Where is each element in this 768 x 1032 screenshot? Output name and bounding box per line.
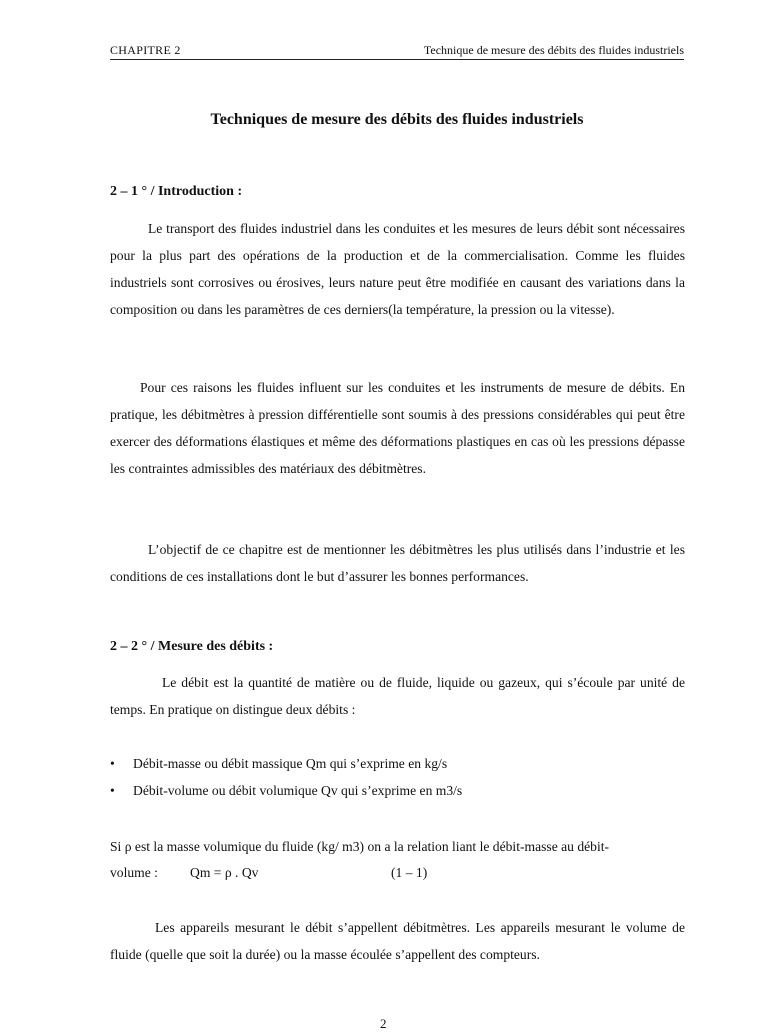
debit-bullet-list	[110, 753, 685, 807]
section-heading-mesure: 2 – 2 ° / Mesure des débits :	[110, 639, 274, 654]
bullet-icon: •	[110, 756, 115, 771]
list-item-text: Débit-masse ou débit massique Qm qui s’exprime en kg/s	[133, 756, 448, 771]
running-header	[110, 43, 684, 60]
formula: Qm = ρ . Qv	[190, 865, 259, 880]
page-number: 2	[380, 1016, 387, 1031]
formula-number: (1 – 1)	[391, 865, 428, 880]
running-title: Technique de mesure des débits des fluides industriels	[423, 43, 684, 57]
page-title: Techniques de mesure des débits des fluides industriels	[210, 111, 584, 128]
list-item-text: Débit-volume ou débit volumique Qv qui s’exprime en m3/s	[133, 783, 463, 798]
formula-line	[110, 862, 685, 884]
list-item	[110, 780, 685, 807]
mesure-paragraph-1: Le débit est la quantité de matière ou de fluide, liquide ou gazeux, qui s’écoule par unité de temps. En pratique on distingue deux débits :	[110, 675, 685, 717]
intro-paragraph-3: L’objectif de ce chapitre est de mentionner les débitmètres les plus utilisés dans l’industrie et les conditions de ces installations dont le but d’assurer les bonnes performances.	[110, 542, 685, 584]
list-item	[110, 753, 685, 780]
mesure-paragraph-2: Si ρ est la masse volumique du fluide (kg/ m3) on a la relation liant le débit-masse au débit-	[110, 839, 610, 854]
formula-lead: volume :	[110, 865, 158, 880]
section-heading-introduction: 2 – 1 ° / Introduction :	[110, 184, 243, 199]
bullet-icon: •	[110, 783, 115, 798]
chapter-label: CHAPITRE 2	[110, 43, 181, 57]
mesure-paragraph-3: Les appareils mesurant le débit s’appellent débitmètres. Les appareils mesurant le volume de fluide (quelle que soit la durée) ou la masse écoulée s’appellent des compteurs.	[110, 920, 685, 962]
intro-paragraph-1: Le transport des fluides industriel dans les conduites et les mesures de leurs débit sont nécessaires pour la plus part des opérations de la production et de la commercialisation. Comme les fluides industriels sont corrosives ou érosives, leurs nature peut être modifiée en causant des variations dans la composition ou dans les paramètres de ces derniers(la température, la pression ou la vitesse).	[110, 221, 685, 317]
intro-paragraph-2: Pour ces raisons les fluides influent sur les conduites et les instruments de mesure de débits. En pratique, les débitmètres à pression différentielle sont soumis à des pressions considérables qui peut être exercer des déformations élastiques et même des déformations plastiques en cas où les pressions dépasse les contraintes admissibles des matériaux des débitmètres.	[110, 380, 685, 476]
